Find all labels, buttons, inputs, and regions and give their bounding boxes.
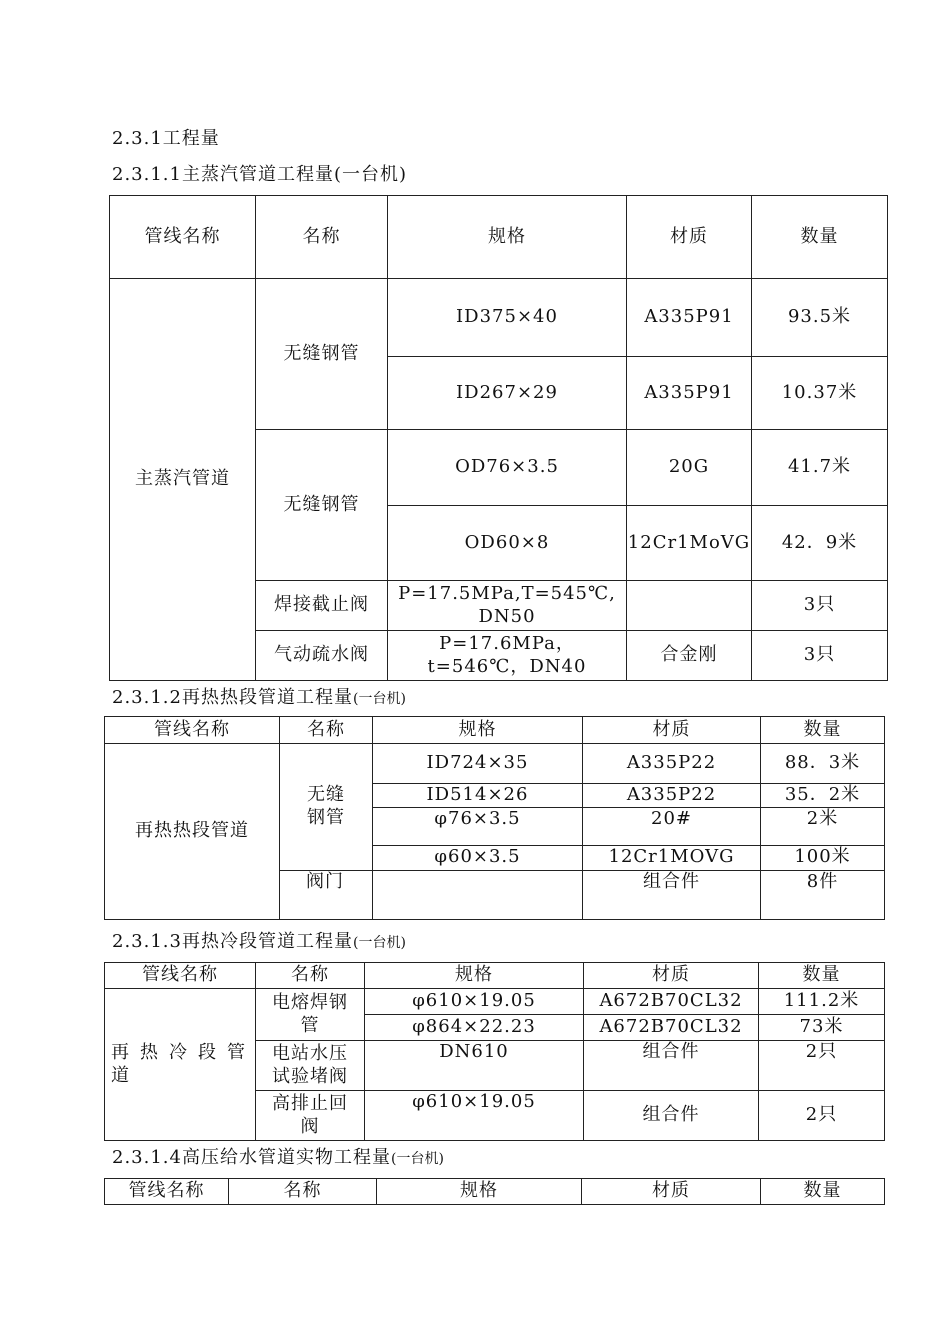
item-name-cell: 无缝钢管 (256, 430, 388, 581)
spec-cell: OD76×3.5 (388, 430, 627, 506)
header-material: 材质 (582, 1179, 761, 1205)
line-name-cell: 主蒸汽管道 (110, 279, 256, 681)
header-line-name: 管线名称 (105, 1179, 229, 1205)
item-name-cell: 电站水压试验堵阀 (256, 1041, 365, 1091)
header-quantity: 数量 (761, 717, 885, 744)
item-name-cell: 气动疏水阀 (256, 631, 388, 681)
quantity-cell: 88．3米 (761, 744, 885, 784)
material-cell: 20# (583, 807, 761, 845)
header-material: 材质 (583, 717, 761, 744)
material-cell: 12Cr1MOVG (583, 845, 761, 870)
section-heading-2-3-1-4 (112, 1143, 444, 1169)
item-name-cell: 电熔焊钢管 (256, 989, 365, 1041)
quantity-cell: 3只 (752, 631, 888, 681)
header-quantity: 数量 (752, 196, 888, 279)
table-header-row (105, 717, 885, 744)
header-name: 名称 (256, 963, 365, 989)
quantity-cell: 93.5米 (752, 279, 888, 357)
material-cell: A335P22 (583, 784, 761, 808)
spec-cell: P=17.6MPa，t=546℃，DN40 (388, 631, 627, 681)
quantity-cell: 100米 (761, 845, 885, 870)
material-cell: 组合件 (584, 1091, 759, 1141)
section-heading-2-3-1-1: 2.3.1.1主蒸汽管道工程量(一台机) (112, 164, 408, 185)
section-heading-2-3-1: 2.3.1工程量 (112, 128, 220, 149)
spec-cell: φ76×3.5 (373, 807, 583, 845)
header-line-name: 管线名称 (105, 963, 256, 989)
quantity-cell: 35．2米 (761, 784, 885, 808)
section-heading-2-3-1-2 (112, 683, 406, 709)
item-name-cell: 焊接截止阀 (256, 581, 388, 631)
spec-cell: ID375×40 (388, 279, 627, 357)
material-cell: 合金刚 (627, 631, 752, 681)
header-name: 名称 (256, 196, 388, 279)
heading-suffix: (一台机) (352, 935, 406, 951)
spec-cell: φ60×3.5 (373, 845, 583, 870)
item-name-cell: 无缝钢管 (256, 279, 388, 430)
table-header-row (110, 196, 888, 279)
header-name: 名称 (229, 1179, 377, 1205)
material-cell: A335P91 (627, 357, 752, 430)
header-line-name: 管线名称 (110, 196, 256, 279)
spec-cell: ID514×26 (373, 784, 583, 808)
line-name-cell: 再热冷段管道 (105, 989, 256, 1141)
material-cell (627, 581, 752, 631)
reheat-hot-pipe-table (104, 716, 885, 920)
high-pressure-feedwater-table (104, 1178, 885, 1205)
heading-text: 2.3.1.4高压给水管道实物工程量 (112, 1147, 391, 1168)
main-steam-pipe-table (109, 195, 888, 681)
item-name-cell: 无缝钢管 (280, 744, 373, 871)
quantity-cell: 42．9米 (752, 506, 888, 581)
spec-cell: φ610×19.05 (365, 989, 584, 1015)
quantity-cell: 8件 (761, 870, 885, 919)
quantity-cell: 2米 (761, 807, 885, 845)
material-cell: A672B70CL32 (584, 989, 759, 1015)
quantity-cell: 2只 (759, 1091, 885, 1141)
heading-suffix: (一台机) (390, 1151, 444, 1167)
reheat-cold-pipe-table (104, 962, 885, 1141)
header-quantity: 数量 (759, 963, 885, 989)
material-cell: A335P22 (583, 744, 761, 784)
heading-text: 2.3.1.3再热冷段管道工程量 (112, 931, 353, 952)
quantity-cell: 111.2米 (759, 989, 885, 1015)
material-cell: A672B70CL32 (584, 1015, 759, 1041)
quantity-cell: 41.7米 (752, 430, 888, 506)
spec-cell: φ610×19.05 (365, 1091, 584, 1141)
header-quantity: 数量 (761, 1179, 885, 1205)
table-header-row (105, 963, 885, 989)
material-cell: 组合件 (583, 870, 761, 919)
spec-cell: φ864×22.23 (365, 1015, 584, 1041)
heading-text: 2.3.1.2再热热段管道工程量 (112, 687, 353, 708)
spec-cell: P=17.5MPa,T=545℃,DN50 (388, 581, 627, 631)
header-material: 材质 (627, 196, 752, 279)
table-row (105, 989, 885, 1015)
material-cell: 12Cr1MoVG (627, 506, 752, 581)
spec-cell: DN610 (365, 1041, 584, 1091)
spec-cell: ID724×35 (373, 744, 583, 784)
section-heading-2-3-1-3 (112, 927, 406, 953)
header-spec: 规格 (365, 963, 584, 989)
item-name-cell: 高排止回阀 (256, 1091, 365, 1141)
quantity-cell: 10.37米 (752, 357, 888, 430)
quantity-cell: 73米 (759, 1015, 885, 1041)
header-material: 材质 (584, 963, 759, 989)
header-line-name: 管线名称 (105, 717, 280, 744)
material-cell: A335P91 (627, 279, 752, 357)
material-cell: 组合件 (584, 1041, 759, 1091)
quantity-cell: 2只 (759, 1041, 885, 1091)
table-row (105, 744, 885, 784)
line-name-cell: 再热热段管道 (105, 744, 280, 920)
item-name-cell: 阀门 (280, 870, 373, 919)
spec-cell: ID267×29 (388, 357, 627, 430)
spec-cell: OD60×8 (388, 506, 627, 581)
heading-suffix: (一台机) (352, 691, 406, 707)
table-row (110, 279, 888, 357)
header-name: 名称 (280, 717, 373, 744)
header-spec: 规格 (373, 717, 583, 744)
quantity-cell: 3只 (752, 581, 888, 631)
material-cell: 20G (627, 430, 752, 506)
header-spec: 规格 (388, 196, 627, 279)
header-spec: 规格 (377, 1179, 582, 1205)
table-header-row (105, 1179, 885, 1205)
spec-cell (373, 870, 583, 919)
